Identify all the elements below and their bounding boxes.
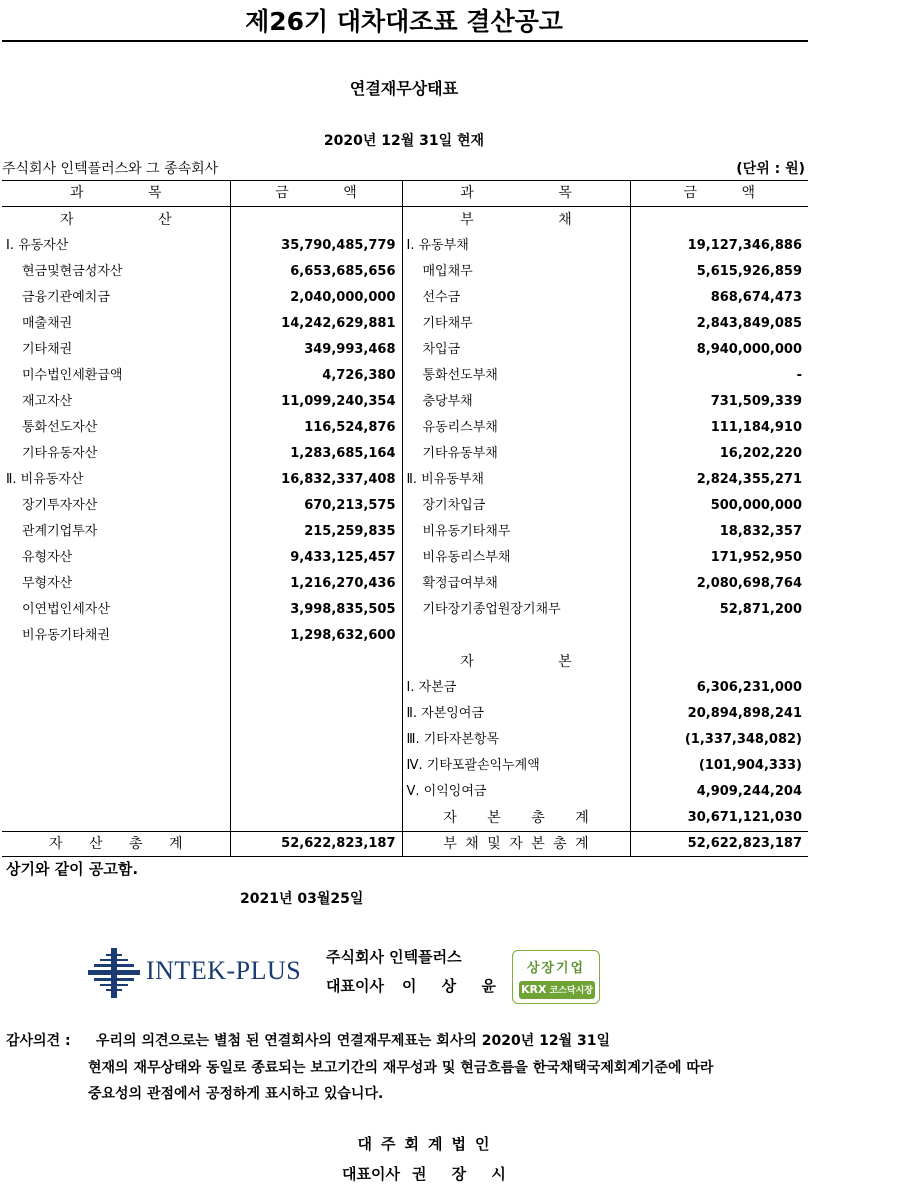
asset-amount: 4,726,380: [230, 363, 402, 389]
asset-item: 통화선도자산: [2, 415, 230, 441]
company-name: 주식회사 인텍플러스와 그 종속회사: [2, 161, 219, 177]
krx-label: KRX: [521, 983, 547, 996]
asset-item: 기타채권: [2, 337, 230, 363]
liability-item: 매입채무: [402, 259, 630, 285]
liability-item: 기타유동부채: [402, 441, 630, 467]
auditor-ceo-name: 권 장 시: [411, 1165, 516, 1183]
table-row: [2, 597, 808, 623]
ceo-title: 대표이사: [326, 977, 384, 995]
liability-item: 비유동기타채무: [402, 519, 630, 545]
equity-item: Ⅲ. 기타자본항목: [402, 727, 630, 753]
empty-cell: [2, 701, 230, 727]
section-assets: 자 산: [2, 207, 230, 234]
table-row: [2, 727, 808, 753]
table-row: [2, 623, 808, 649]
liability-amount: -: [796, 368, 802, 383]
signatory-ceo: [326, 975, 506, 996]
asset-item: 무형자산: [2, 571, 230, 597]
liability-item: Ⅰ. 유동부채: [402, 233, 630, 259]
asset-amount: 35,790,485,779: [230, 233, 402, 259]
table-row: [2, 467, 808, 493]
asset-item: 장기투자자산: [2, 493, 230, 519]
equity-item: Ⅰ. 자본금: [402, 675, 630, 701]
badge-market: [519, 981, 595, 999]
table-row: [2, 363, 808, 389]
title-underline: [2, 40, 808, 42]
empty-cell: [230, 779, 402, 805]
equity-amount: (101,904,333): [698, 758, 802, 773]
asset-amount: 3,998,835,505: [230, 597, 402, 623]
asset-item: 재고자산: [2, 389, 230, 415]
logo-text: INTEK-PLUS: [146, 956, 302, 985]
kosdaq-label: 코스닥시장: [549, 986, 593, 996]
asset-item: 관계기업투자: [2, 519, 230, 545]
total-liab-equity-label: 부 채 및 자 본 총 계: [402, 832, 630, 857]
statement-title: 연결재무상태표: [349, 79, 459, 98]
asset-item: 기타유동자산: [2, 441, 230, 467]
table-row: [2, 389, 808, 415]
equity-total-row: [2, 805, 808, 832]
table-row: [2, 233, 808, 259]
audit-opinion-label: 감사의견 :: [6, 1033, 71, 1049]
header-item-left: 과 목: [2, 181, 230, 207]
audit-opinion-line-1: 우리의 의견으로는 별첨 된 연결회사의 연결재무제표는 회사의 2020년 12월 31일: [96, 1033, 610, 1049]
asset-item: 미수법인세환급액: [2, 363, 230, 389]
asset-amount: 1,216,270,436: [230, 571, 402, 597]
ceo-name: 이 상 윤: [401, 977, 506, 995]
table-row: [2, 675, 808, 701]
section-equity: 자 본: [402, 649, 630, 675]
asset-item: 금융기관예치금: [2, 285, 230, 311]
empty-cell: [230, 675, 402, 701]
liability-item: 유동리스부채: [402, 415, 630, 441]
liability-item: 차입금: [402, 337, 630, 363]
table-row: [2, 285, 808, 311]
equity-item: Ⅳ. 기타포괄손익누계액: [402, 753, 630, 779]
table-row: [2, 493, 808, 519]
liability-item: 비유동리스부채: [402, 545, 630, 571]
empty-cell: [230, 649, 402, 675]
unit-label: (단위 : 원): [736, 161, 805, 177]
equity-amount: 20,894,898,241: [687, 706, 802, 721]
table-row: [2, 415, 808, 441]
liability-item: 충당부채: [402, 389, 630, 415]
asset-item: 이연법인세자산: [2, 597, 230, 623]
liability-amount: 18,832,357: [719, 524, 802, 539]
table-row: [2, 571, 808, 597]
signatory-company: 주식회사 인텍플러스: [326, 948, 462, 966]
total-row: [2, 832, 808, 857]
asset-amount: 16,832,337,408: [230, 467, 402, 493]
equity-item: Ⅱ. 자본잉여금: [402, 701, 630, 727]
liability-amount: 500,000,000: [710, 498, 802, 513]
asset-amount: 2,040,000,000: [230, 285, 402, 311]
liability-amount: 8,940,000,000: [696, 342, 802, 357]
liability-amount: 731,509,339: [710, 394, 802, 409]
empty-cell: [2, 675, 230, 701]
notice-title: 제26기 대차대조표 결산공고: [245, 7, 563, 36]
audit-firm: 대주회계법인: [357, 1135, 499, 1153]
equity-amount: 6,306,231,000: [696, 680, 802, 695]
equity-amount: (1,337,348,082): [684, 732, 802, 747]
equity-section-row: [2, 649, 808, 675]
total-liab-equity-amount: 52,622,823,187: [630, 832, 808, 857]
as-of-date: 2020년 12월 31일 현재: [323, 133, 485, 149]
liability-amount: 868,674,473: [710, 290, 802, 305]
asset-item: 유형자산: [2, 545, 230, 571]
empty-cell: [2, 649, 230, 675]
liability-amount: 5,615,926,859: [696, 264, 802, 279]
header-amount-left: 금 액: [230, 181, 402, 207]
listed-company-badge: [512, 950, 600, 1004]
audit-opinion-line-3: 중요성의 관점에서 공정하게 표시하고 있습니다.: [88, 1086, 384, 1102]
asset-amount: 349,993,468: [230, 337, 402, 363]
liability-item: Ⅱ. 비유동부채: [402, 467, 630, 493]
asset-amount: 14,242,629,881: [230, 311, 402, 337]
asset-amount: 116,524,876: [230, 415, 402, 441]
empty-cell: [2, 779, 230, 805]
badge-title: 상장기업: [526, 961, 586, 976]
liability-amount: 2,843,849,085: [696, 316, 802, 331]
asset-amount: 670,213,575: [230, 493, 402, 519]
asset-amount: 9,433,125,457: [230, 545, 402, 571]
liability-item: 선수금: [402, 285, 630, 311]
table-body: [2, 233, 808, 832]
table-row: [2, 311, 808, 337]
equity-item: Ⅴ. 이익잉여금: [402, 779, 630, 805]
empty-cell: [230, 727, 402, 753]
empty-cell: [230, 753, 402, 779]
liability-item: 통화선도부채: [402, 363, 630, 389]
liability-item: 확정급여부채: [402, 571, 630, 597]
asset-item: 현금및현금성자산: [2, 259, 230, 285]
balance-sheet-table: [2, 180, 808, 857]
table-row: [2, 779, 808, 805]
empty-cell: [2, 805, 230, 832]
liability-amount: 19,127,346,886: [687, 238, 802, 253]
total-assets-amount: 52,622,823,187: [230, 832, 402, 857]
section-liabilities: 부 채: [402, 207, 630, 234]
asset-item: Ⅰ. 유동자산: [2, 233, 230, 259]
asset-amount: 215,259,835: [230, 519, 402, 545]
equity-total-label: 자 본 총 계: [402, 805, 630, 832]
equity-amount: 4,909,244,204: [696, 784, 802, 799]
header-amount-right: 금 액: [630, 181, 808, 207]
equity-total-amount: 30,671,121,030: [687, 810, 802, 825]
empty-cell: [630, 649, 808, 675]
asset-amount: 1,283,685,164: [230, 441, 402, 467]
asset-amount: 11,099,240,354: [230, 389, 402, 415]
table-row: [2, 441, 808, 467]
liability-item: [402, 623, 630, 649]
auditor-ceo-title: 대표이사: [342, 1165, 400, 1183]
asset-amount: 1,298,632,600: [230, 623, 402, 649]
empty-cell: [230, 805, 402, 832]
closing-statement: 상기와 같이 공고함.: [6, 860, 139, 878]
liability-amount: 2,824,355,271: [696, 472, 802, 487]
table-row: [2, 545, 808, 571]
table-row: [2, 519, 808, 545]
liability-amount: [630, 623, 808, 649]
liability-amount: 52,871,200: [719, 602, 802, 617]
notice-date: 2021년 03월25일: [240, 891, 364, 907]
table-row: [2, 337, 808, 363]
header-item-right: 과 목: [402, 181, 630, 207]
empty-cell: [2, 753, 230, 779]
empty-cell: [230, 701, 402, 727]
logo-mark-icon: [86, 946, 146, 1000]
liability-amount: 16,202,220: [719, 446, 802, 461]
asset-item: Ⅱ. 비유동자산: [2, 467, 230, 493]
empty-cell: [2, 727, 230, 753]
liability-item: 장기차입금: [402, 493, 630, 519]
table-row: [2, 701, 808, 727]
liability-amount: 111,184,910: [710, 420, 802, 435]
audit-opinion-line-2: 현재의 재무상태와 동일로 종료되는 보고기간의 재무성과 및 현금흐름을 한국채택국제회계기준에 따라: [88, 1060, 714, 1076]
liability-amount: 171,952,950: [710, 550, 802, 565]
section-row: [2, 207, 808, 234]
liability-amount: 2,080,698,764: [696, 576, 802, 591]
total-assets-label: 자 산 총 계: [2, 832, 230, 857]
liability-item: 기타장기종업원장기채무: [402, 597, 630, 623]
asset-item: 매출채권: [2, 311, 230, 337]
table-header-row: [2, 181, 808, 207]
table-row: [2, 259, 808, 285]
table-row: [2, 753, 808, 779]
asset-item: 비유동기타채권: [2, 623, 230, 649]
audit-firm-ceo: [342, 1163, 516, 1184]
asset-amount: 6,653,685,656: [230, 259, 402, 285]
liability-item: 기타채무: [402, 311, 630, 337]
